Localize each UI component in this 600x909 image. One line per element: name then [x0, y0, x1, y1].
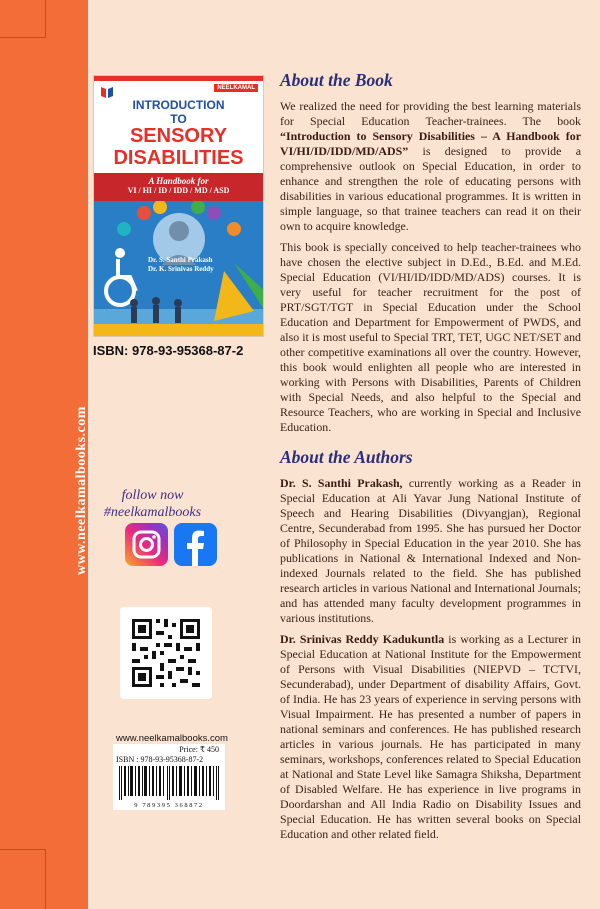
- qr-code-icon: [120, 607, 212, 699]
- instagram-icon[interactable]: [125, 523, 168, 566]
- text-column: [280, 70, 581, 848]
- cover-title-line-4: DISABILITIES: [113, 147, 244, 169]
- cover-bottom-band: [94, 324, 263, 336]
- cover-categories: VI / HI / ID / IDD / MD / ASD: [127, 186, 230, 195]
- cover-title-line-1: INTRODUCTION: [132, 98, 225, 112]
- cover-title-line-2: TO: [170, 112, 187, 126]
- cover-publisher-name: NEELKAMAL: [214, 84, 258, 92]
- cover-top-bar: [94, 76, 263, 81]
- cover-author-2: Dr. K. Srinivas Reddy: [148, 265, 214, 274]
- follow-hashtag: #neelkamalbooks: [103, 505, 202, 520]
- about-book-p1-intro: We realized the need for providing the best learning materials for Special Education Teacher-trainees. The book: [280, 99, 581, 128]
- about-book-p1-rest: is designed to provide a comprehensive outlook on Special Education, in order to enhance and strengthen the role of educating persons with disabilities in various educational programmes. It is written in simple language, so that trainee teachers can read it on their own to acquire knowledge.: [280, 144, 581, 233]
- spine-website-url: www.neelkamalbooks.com: [74, 406, 89, 575]
- corner-tab-top: [0, 0, 46, 38]
- isbn-label: ISBN: 978-93-95368-87-2: [93, 343, 244, 358]
- cover-title-line-3: SENSORY: [129, 125, 228, 147]
- book-cover-thumbnail: [93, 75, 264, 337]
- author-1-name: Dr. S. Santhi Prakash,: [280, 476, 403, 490]
- author-2-name: Dr. Srinivas Reddy Kadukuntla: [280, 632, 445, 646]
- barcode-digits: 9 789395 368872: [134, 802, 204, 809]
- author-2-text: is working as a Lecturer in Special Education at National Institute for the Empowerment of Persons with Visual Disabilities (NIEPVD – TCTVI, Secunderabad), under Department of disability Affairs, Govt. of India. He has 23 years of experience in serving persons with Visual Impairment. He has presented a number of papers in national seminars and conferences. He has published research articles in various journals. He has participated in many seminars, workshops, conferences related to Special Education at National and State Level like Samagra Shiksha, Department of Disabled Welfare. He has experience in live programs in Doordarshan and All India Radio on Disability Issues and Special Education. He has written several books on Special Education and other related field.: [280, 632, 581, 841]
- barcode-site-url: www.neelkamalbooks.com: [116, 733, 228, 744]
- barcode-box: [113, 744, 225, 810]
- about-authors-heading: About the Authors: [280, 447, 413, 467]
- book-title-bold: “Introduction to Sensory Disabilities – A Handbook for VI/HI/ID/IDD/MD/ADS”: [280, 129, 581, 158]
- wheelchair-icon: [106, 248, 136, 305]
- about-book-paragraph-1: [280, 99, 581, 234]
- author-2-bio: [280, 632, 581, 842]
- corner-tab-bottom: [0, 849, 46, 909]
- facebook-icon[interactable]: [174, 523, 217, 566]
- qr-code[interactable]: [120, 607, 212, 699]
- cover-subtitle-band: [94, 173, 263, 201]
- author-1-bio: [280, 476, 581, 626]
- barcode-isbn: ISBN : 978-93-95368-87-2: [116, 755, 204, 764]
- about-book-heading: About the Book: [280, 70, 393, 90]
- cover-subtitle: A Handbook for: [148, 176, 209, 186]
- cover-author-1: Dr. S. Santhi Prakash: [148, 256, 213, 264]
- follow-now-text: follow now: [121, 488, 184, 503]
- cover-authors: [148, 256, 214, 274]
- author-1-text: currently working as a Reader in Special Education at Ali Yavar Jung National Institute of Speech and Hearing Disabilities (Divyangjan), Regional Centre, Secunderabad from 1995. She has pursued her Doctor of Philosophy in Special Education in the year 2010. She has publications in National & International Indexed and Non-indexed Journals related to the field. She has published research articles in various National and International Journals; and has attended many faculty development programmes in various institutions.: [280, 476, 581, 625]
- price-label: Price: ₹ 450: [179, 745, 219, 754]
- publisher-logo-icon: [100, 85, 114, 99]
- about-book-paragraph-2: This book is specially conceived to help teacher-trainees who have chosen the elective subject in D.Ed., B.Ed. and M.Ed. Special Education (VI/HI/ID/IDD/MD/ADS) courses. It is very useful for teacher recruitment for the post of PRT/SGT/TGT in Special Education under the School Education and Department for Empowerment of PWDS, and also it is most useful to Special TRT, TET, UGC NET/SET and other competitive examinations all over the country. However, this book would enlighten all people who are interested in working with Persons with Disabilities, Parents of Children with Special Needs, and also helpful to the Special and Resource Teachers, who are working in Special and Inclusive Education.: [280, 240, 581, 434]
- barcode-icon: [117, 766, 221, 800]
